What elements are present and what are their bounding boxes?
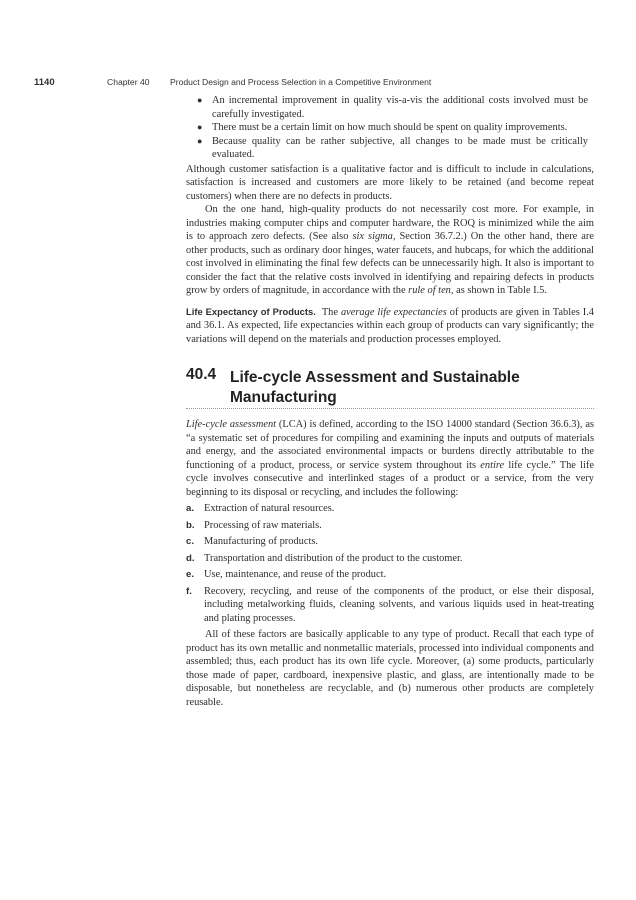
list-item: b. Processing of raw materials.	[186, 519, 322, 531]
section-number: 40.4	[186, 366, 217, 383]
bullet-item: ● There must be a certain limit on how much should be spent on quality improvements.	[197, 122, 568, 133]
bullet-item: ● Because quality can be rather subjective, all changes to be made must be critically evaluated.	[197, 135, 588, 160]
page-number: 1140	[34, 77, 55, 88]
chapter-title: Product Design and Process Selection in a Competitive Environment	[170, 77, 432, 87]
italic-term-six-sigma: six sigma,	[352, 231, 396, 242]
running-header	[34, 77, 614, 91]
section-heading	[186, 368, 594, 409]
list-item: c. Manufacturing of products.	[186, 536, 318, 547]
bullet-icon: ●	[197, 135, 203, 146]
section-title: Life-cycle Assessment and Sustainable Manufacturing	[230, 369, 520, 406]
list-item: d. Transportation and distribution of the product to the customer.	[186, 552, 463, 564]
paragraph-lca-definition: Life-cycle assessment (LCA) is defined, according to the ISO 14000 standard (Section 36.6.3), as “a systematic set of procedures for compiling and examining the inputs and outputs of materials and energy, and the associated environmental impacts or burdens directly attributable to the functioning of a product, process, or service system throughout its entire life cycle.” The life cycle involves consecutive and interlinked stages of a product or a service, from the very beginning to its disposal or recycling, and includes the following:	[186, 419, 594, 498]
italic-term-rule-of-ten: rule of ten,	[408, 285, 454, 296]
italic-term-life-expectancies: average life expectancies	[340, 306, 447, 318]
italic-term-lca: Life-cycle assessment	[186, 419, 277, 430]
list-item: e. Use, maintenance, and reuse of the product.	[186, 569, 387, 580]
paragraph-closing: All of these factors are basically applicable to any type of product. Recall that each type of product has its own metallic and nonmetallic materials, processed into individual components and assembled; thus, each product has its own life cycle. Moreover, (a) some products, particularly those made of paper, cardboard, inexpensive plastic, and glass, are intentionally made to be disposable, but nonetheless are recyclable, and (b) numerous other products are completely reusable.	[186, 629, 594, 708]
paragraph-high-quality: On the one hand, high-quality products do not necessarily cost more. For example, in industries making computer chips and computer hardware, the ROQ is minimized while the aim is to approach zero defects. (See also six sigma, Section 36.7.2.) On the other hand, there are other products, such as ordinary door hinges, water faucets, and hubcaps, for which the additional cost involved in eliminating the final few defects can be unnecessarily high. It also is important to consider the fact that the relative costs involved in identifying and repairing defects in products grow by orders of magnitude, in accordance with the rule of ten, as shown in Table I.5.	[186, 204, 594, 296]
bullet-list	[186, 94, 594, 162]
chapter-label: Chapter 40	[107, 77, 150, 87]
life-cycle-stages	[186, 502, 594, 625]
paragraph-customer-satisfaction: Although customer satisfaction is a qualitative factor and is difficult to include in calculations, satisfaction is increased and customers are more likely to be retained (and become repeat customers) when there are no defects in products.	[186, 163, 594, 202]
list-item: a. Extraction of natural resources.	[186, 503, 335, 514]
paragraph-life-expectancy: Life Expectancy of Products. The average life expectancies of products are given in Tables I.4 and 36.1. As expected, life expectancies within each group of products can vary significantly; the variations will depend on the materials and production processes employed.	[186, 305, 594, 345]
body-text	[186, 94, 594, 709]
italic-term-entire: entire	[480, 459, 505, 471]
list-item: f. Recovery, recycling, and reuse of the components of the product, or else their disposal, including metalworking fluids, cleaning solvents, and various liquids used in heat-treating and plating processes.	[186, 585, 594, 624]
bullet-icon: ●	[197, 95, 203, 105]
run-in-heading: Life Expectancy of Products.	[186, 305, 316, 317]
bullet-icon: ●	[197, 122, 203, 132]
bullet-item: ● An incremental improvement in quality vis-a-vis the additional costs involved must be carefully investigated.	[197, 95, 588, 120]
